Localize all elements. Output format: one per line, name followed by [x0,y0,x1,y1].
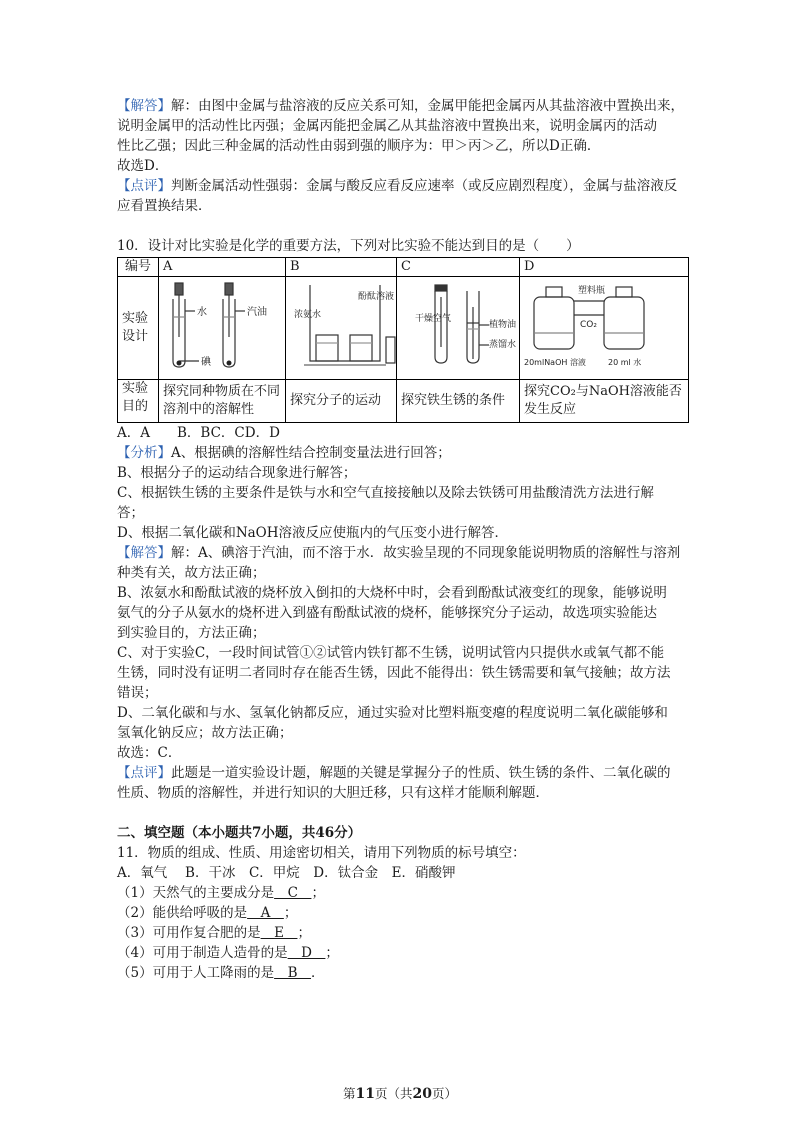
answer-blank: E [260,925,298,941]
table-header-a: A [159,258,286,277]
q10-analysis-line4: 答； [117,505,144,521]
page-number: 11 [355,1086,375,1102]
comment-tag: 【点评】 [117,178,171,194]
q9-comment-line1: 【点评】判断金属活动性强弱：金属与酸反应看反应速率（或反应剧烈程度），金属与盐溶液反 [117,178,678,194]
q10-answer-line3: B、浓氨水和酚酞试液的烧杯放入倒扣的大烧杯中时，会看到酚酞试液变红的现象，能够说明 [117,585,667,601]
table-header-c: C [397,258,520,277]
row-label-design: 实验设计 [118,277,159,380]
q9-answer-line3: 性比乙强；因此三种金属的活动性由弱到强的顺序为：甲＞丙＞乙，所以D正确． [117,138,601,154]
q10-comment-line2: 性质、物质的溶解性，并进行知识的大胆迁移，只有这样才能顺利解题． [117,785,549,801]
document-page [117,96,687,983]
section-heading: 二、填空题（本小题共7小题，共46分） [117,825,362,841]
figure-d-co2-naoh [520,277,660,373]
goal-b: 探究分子的运动 [286,380,397,423]
goal-d: 探究CO₂与NaOH溶液能否发生反应 [520,380,689,423]
q11-item: （2）能供给呼吸的是 A ； [117,905,298,921]
label-vegetable-oil: 植物油 [489,320,517,330]
figure-cell-b [286,277,397,380]
figure-c-rusting [397,277,519,373]
q10-answer-line4: 氨气的分子从氨水的烧杯进入到盛有酚酞试液的烧杯，能够探究分子运动，故选项实验能达 [117,605,657,621]
q10-answer-line10: 氢氧化钠反应；故方法正确； [117,725,293,741]
figure-b-molecule-motion [286,277,396,373]
label-ammonia: 浓氨水 [294,310,322,320]
figure-cell-d [520,277,689,380]
q10-analysis-line5: D、根据二氧化碳和NaOH溶液反应使瓶内的气压变小进行解答． [117,525,509,541]
q10-options: A．A B．BC．CD．D [117,425,280,441]
q11-item: （1）天然气的主要成分是 C ； [117,885,325,901]
figure-cell-c [397,277,520,380]
label-naoh-solution: 20mlNaOH 溶液 [524,358,586,367]
q10-answer-line9: D、二氧化碳和与水、氢氧化钠都反应，通过实验对比塑料瓶变瘪的程度说明二氧化碳能够和 [117,705,668,721]
table-header-d: D [520,258,689,277]
figure-a-dissolution [159,277,285,373]
q11-item: （3）可用作复合肥的是 E ； [117,925,311,941]
label-co2: CO₂ [580,320,597,330]
q9-answer-line2: 说明金属甲的活动性比丙强；金属丙能把金属乙从其盐溶液中置换出来，说明金属丙的活动 [117,118,657,134]
q10-answer-line2: 种类有关，故方法正确； [117,565,266,581]
q10-answer-line1: 【解答】解：A、碘溶于汽油，而不溶于水．故实验呈现的不同现象能说明物质的溶解性与溶剂 [117,545,681,561]
label-plastic-bottle: 塑料瓶 [578,286,606,296]
goal-a: 探究同种物质在不同溶剂中的溶解性 [159,380,286,423]
q10-analysis-line1: 【分析】A、根据碘的溶解性结合控制变量法进行回答； [117,445,451,461]
answer-blank: C [274,885,312,901]
answer-blank: B [274,965,312,981]
figure-cell-a [159,277,286,380]
table-header-number: 编号 [118,258,159,277]
label-iodine: 碘 [201,357,211,368]
label-dry-air: 干燥空气 [415,314,452,324]
q10-answer-line7: 生锈，同时没有证明二者同时存在能否生锈，因此不能得出：铁生锈需要和氧气接触；故方法 [117,665,671,681]
q9-answer-line1: 【解答】解：由图中金属与盐溶液的反应关系可知，金属甲能把金属丙从其盐溶液中置换出来， [117,98,684,114]
comment-tag: 【点评】 [117,765,171,781]
label-distilled-water: 蒸馏水 [489,340,517,350]
row-label-goal: 实验目的 [118,380,159,423]
answer-tag: 【解答】 [117,98,171,114]
q10-answer-line5: 到实验目的，方法正确； [117,625,266,641]
q11-item: （4）可用于制造人造骨的是 D ； [117,945,339,961]
q10-answer-line11: 故选：C． [117,745,182,761]
q9-choice: 故选D． [117,158,169,174]
q10-comment-line1: 【点评】此题是一道实验设计题，解题的关键是掌握分子的性质、铁生锈的条件、二氧化碳的 [117,765,671,781]
q11-options: A．氧气 B．干冰 C．甲烷 D．钛合金 E．硝酸钾 [117,865,456,881]
answer-tag: 【解答】 [117,545,171,561]
label-gasoline: 汽油 [247,307,267,318]
page-footer: 第11页（共20页） [342,1086,457,1102]
q10-stem: 10．设计对比实验是化学的重要方法，下列对比实验不能达到目的是（ ） [117,238,580,254]
label-water: 水 [197,307,207,318]
goal-c: 探究铁生锈的条件 [397,380,520,423]
page-total: 20 [412,1086,432,1102]
label-water-d: 20 ml 水 [608,358,642,367]
q10-analysis-line2: B、根据分子的运动结合现象进行解答； [117,465,357,481]
answer-blank: A [247,905,284,921]
table-header-b: B [286,258,397,277]
answer-blank: D [287,945,326,961]
q11-item: （5）可用于人工降雨的是 B ． [117,965,325,981]
label-phenolphthalein: 酚酞溶液 [358,292,395,302]
q10-answer-line6: C、对于实验C，一段时间试管①②试管内铁钉都不生锈，说明试管内只提供水或氧气都不能 [117,645,665,661]
q10-analysis-line3: C、根据铁生锈的主要条件是铁与水和空气直接接触以及除去铁锈可用盐酸清洗方法进行解 [117,485,654,501]
analysis-tag: 【分析】 [117,445,171,461]
q10-answer-line8: 错误； [117,685,158,701]
q11-stem: 11．物质的组成、性质、用途密切相关，请用下列物质的标号填空： [117,845,526,861]
experiment-table [117,257,689,423]
q9-comment-line2: 应看置换结果． [117,198,212,214]
